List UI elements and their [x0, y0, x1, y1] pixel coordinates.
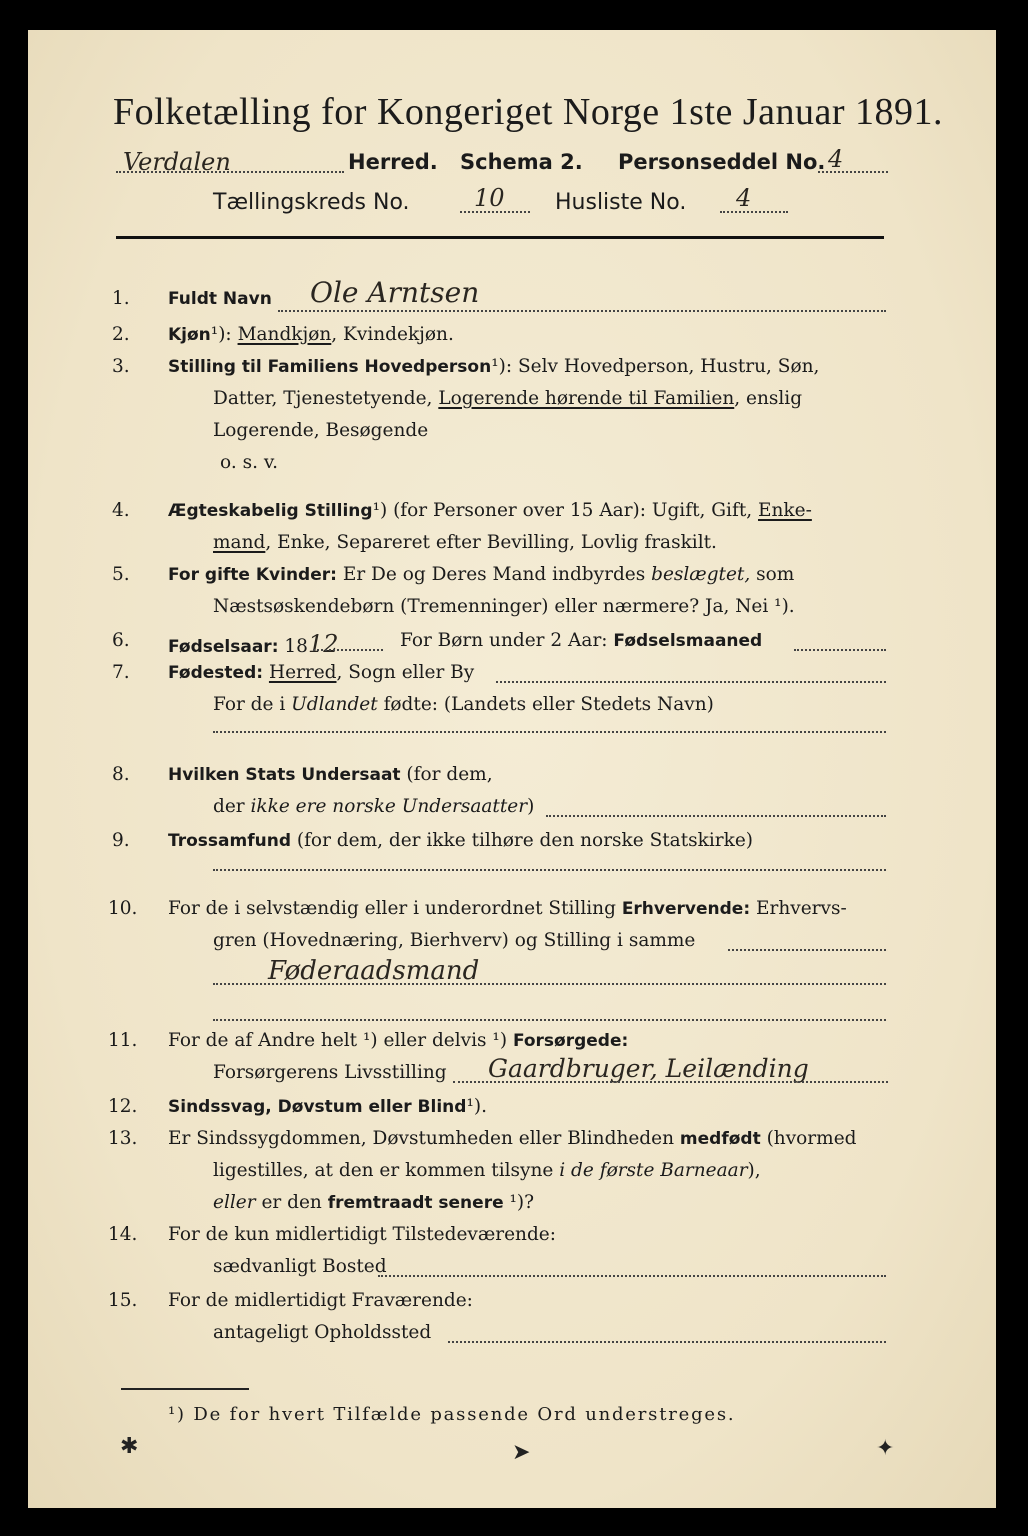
item-13-italic: i de første Barneaar [559, 1160, 748, 1181]
item-11-dotline [453, 1080, 888, 1083]
item-13-line2a: ligestilles, at den er kommen tilsyne [213, 1160, 560, 1181]
herred-dotline [116, 170, 344, 173]
item-3-line-4: o. s. v. [220, 452, 278, 473]
item-13-line-2 [213, 1160, 761, 1181]
item-12-line-rest: ¹). [466, 1096, 487, 1117]
item-7-label: Fødested: [168, 663, 264, 683]
item-6-born: For Børn under 2 Aar: [400, 630, 614, 651]
census-form [28, 30, 996, 1508]
item-7-italic: Udlandet [291, 694, 378, 715]
item-7-number: 7. [112, 662, 130, 683]
taellingskreds-dotline [460, 210, 530, 213]
item-10-line1-rest: Erhvervs- [750, 898, 847, 919]
item-13-line1a: Er Sindssygdommen, Døvstumheden eller Blindheden [168, 1128, 680, 1149]
item-7-line1-rest: , Sogn eller By [336, 662, 475, 683]
item-7-line2a: For de i [213, 694, 292, 715]
item-10-dotline-2 [213, 982, 886, 985]
item-12-line [168, 1096, 487, 1117]
item-8-line2a: der [213, 796, 251, 817]
item-3-line-2 [213, 388, 802, 409]
item-3-number: 3. [112, 356, 130, 377]
personseddel-value: 4 [828, 145, 844, 173]
corner-mark-left: ✱ [120, 1434, 139, 1459]
item-9-line-rest: (for dem, der ikke tilhøre den norske Statskirke) [290, 830, 753, 851]
corner-mark-right: ✦ [876, 1436, 895, 1461]
herred-label: Herred. [348, 150, 438, 174]
item-7-dotline-2 [213, 730, 886, 733]
item-10-line-1 [168, 898, 847, 919]
corner-mark-center: ➤ [512, 1440, 531, 1465]
item-14-line-2: sædvanligt Bosted [213, 1256, 387, 1277]
item-6-month-dotline [794, 648, 886, 651]
item-15-line-2: antageligt Opholdssted [213, 1322, 432, 1343]
item-14-line-1: For de kun midlertidigt Tilstedeværende: [168, 1224, 556, 1245]
item-6-line [168, 630, 338, 658]
item-10-label: Erhvervende: [621, 899, 751, 919]
item-13-bold-2: fremtraadt senere [327, 1193, 504, 1213]
item-6-prefix: 18 [284, 636, 308, 657]
item-15-line-1: For de midlertidigt Fraværende: [168, 1290, 473, 1311]
item-3-line-1 [168, 356, 819, 377]
item-3-line2a: Datter, Tjenestetyende, [213, 388, 439, 409]
item-6-dotline [313, 648, 383, 651]
item-7-dotline [496, 680, 886, 683]
item-15-number: 15. [108, 1290, 138, 1311]
item-8-italic: ikke ere norske Undersaatter [250, 796, 528, 817]
item-6-month-label: Fødselsmaaned [613, 631, 763, 651]
item-3-line1-rest: ¹): Selv Hovedperson, Hustru, Søn, [491, 356, 820, 377]
item-4-underlined-b: mand [213, 532, 266, 553]
item-6-value: 12 [307, 630, 339, 658]
item-4-label: Ægteskabelig Stilling [168, 501, 373, 521]
item-13-line3a: er den [255, 1192, 328, 1213]
item-1-label: Fuldt Navn [168, 289, 272, 309]
footnote: ¹) De for hvert Tilfælde passende Ord understreges. [168, 1404, 736, 1425]
item-6-born-text [400, 630, 762, 651]
item-12-label: Sindssvag, Døvstum eller Blind [168, 1097, 467, 1117]
item-6-label: Fødselsaar: [168, 637, 279, 657]
item-5-line1a: Er De og Deres Mand indbyrdes [336, 564, 652, 585]
item-3-label: Stilling til Familiens Hovedperson [168, 357, 492, 377]
item-11-line-1 [168, 1030, 628, 1051]
item-8-line-1 [168, 764, 493, 785]
footnote-rule [121, 1388, 249, 1390]
item-14-dotline [378, 1274, 886, 1277]
item-10-line1: For de i selvstændig eller i underordnet Stilling [168, 898, 622, 919]
item-5-italic: beslægtet, [651, 564, 751, 585]
item-5-number: 5. [112, 564, 130, 585]
item-7-line-2 [213, 694, 714, 715]
item-11-value: Gaardbruger, Leilænding [488, 1054, 809, 1083]
header-rule [116, 236, 884, 239]
item-4-line2-rest: , Enke, Separeret efter Bevilling, Lovlig fraskilt. [265, 532, 717, 553]
item-5-line-1 [168, 564, 794, 585]
item-2-opt-mandkjon: Mandkjøn [237, 324, 332, 345]
item-8-line-2 [213, 796, 534, 817]
item-4-line1-rest: ¹) (for Personer over 15 Aar): Ugift, Gift, [372, 500, 759, 521]
item-2-sup: ¹): [210, 324, 232, 345]
item-8-number: 8. [112, 764, 130, 785]
item-6-number: 6. [112, 630, 130, 651]
item-10-dotline-3 [213, 1018, 886, 1021]
item-3-line-3: Logerende, Besøgende [213, 420, 429, 441]
item-10-value: Føderaadsmand [268, 956, 480, 986]
item-9-line [168, 830, 753, 851]
item-12-number: 12. [108, 1096, 138, 1117]
item-7-line-1 [168, 662, 474, 683]
item-8-label: Hvilken Stats Undersaat [168, 765, 401, 785]
item-11-line1: For de af Andre helt ¹) eller delvis ¹) [168, 1030, 513, 1051]
item-2-line [168, 324, 454, 345]
herred-value: Verdalen [123, 148, 231, 176]
item-13-italic-2: eller [213, 1192, 256, 1213]
item-10-dotline [728, 948, 886, 951]
item-8-dotline [546, 814, 886, 817]
item-3-line2b: , enslig [734, 388, 803, 409]
item-13-line1b: (hvormed [760, 1128, 857, 1149]
taellingskreds-label: Tællingskreds No. [213, 190, 410, 215]
item-13-bold: medfødt [679, 1129, 761, 1149]
item-9-label: Trossamfund [168, 831, 291, 851]
husliste-value: 4 [736, 184, 752, 212]
item-5-label: For gifte Kvinder: [168, 565, 337, 585]
item-9-number: 9. [112, 830, 130, 851]
item-5-line1b: som [750, 564, 795, 585]
personseddel-dotline [818, 170, 888, 173]
item-11-label: Forsørgede: [512, 1031, 629, 1051]
item-2-opt-kvindekjon: , Kvindekjøn. [331, 324, 454, 345]
item-1-dotline [278, 309, 886, 312]
item-10-line-2: gren (Hovednæring, Bierhverv) og Stilling i samme [213, 930, 696, 951]
item-4-line-1 [168, 500, 812, 521]
item-1-value: Ole Arntsen [310, 276, 480, 309]
taellingskreds-value: 10 [474, 184, 505, 212]
form-title: Folketælling for Kongeriget Norge 1ste Januar 1891. [113, 91, 944, 133]
item-13-line3b: ¹)? [503, 1192, 535, 1213]
item-4-number: 4. [112, 500, 130, 521]
item-7-line2b: fødte: (Landets eller Stedets Navn) [377, 694, 714, 715]
husliste-dotline [720, 210, 788, 213]
item-13-line-1 [168, 1128, 856, 1149]
item-11-number: 11. [108, 1030, 138, 1051]
personseddel-label: Personseddel No. [618, 150, 826, 174]
item-13-line-3 [213, 1192, 534, 1213]
item-15-dotline [448, 1340, 886, 1343]
item-7-underlined: Herred [268, 662, 337, 683]
item-14-number: 14. [108, 1224, 138, 1245]
item-5-line-2: Næstsøskendebørn (Tremenninger) eller nærmere? Ja, Nei ¹). [213, 596, 795, 617]
item-13-number: 13. [108, 1128, 138, 1149]
item-13-line2b: ), [747, 1160, 761, 1181]
schema-label: Schema 2. [460, 150, 583, 174]
item-10-number: 10. [108, 898, 138, 919]
item-1-number: 1. [112, 288, 130, 309]
item-2-label: Kjøn [168, 325, 211, 345]
item-8-line2b: ) [527, 796, 535, 817]
husliste-label: Husliste No. [555, 190, 687, 215]
item-3-underlined: Logerende hørende til Familien [438, 388, 735, 409]
item-9-dotline [213, 868, 886, 871]
item-8-line1-rest: (for dem, [400, 764, 493, 785]
item-4-line-2 [213, 532, 717, 553]
item-2-number: 2. [112, 324, 130, 345]
item-11-line-2: Forsørgerens Livsstilling [213, 1062, 447, 1083]
item-4-underlined-a: Enke- [758, 500, 812, 521]
